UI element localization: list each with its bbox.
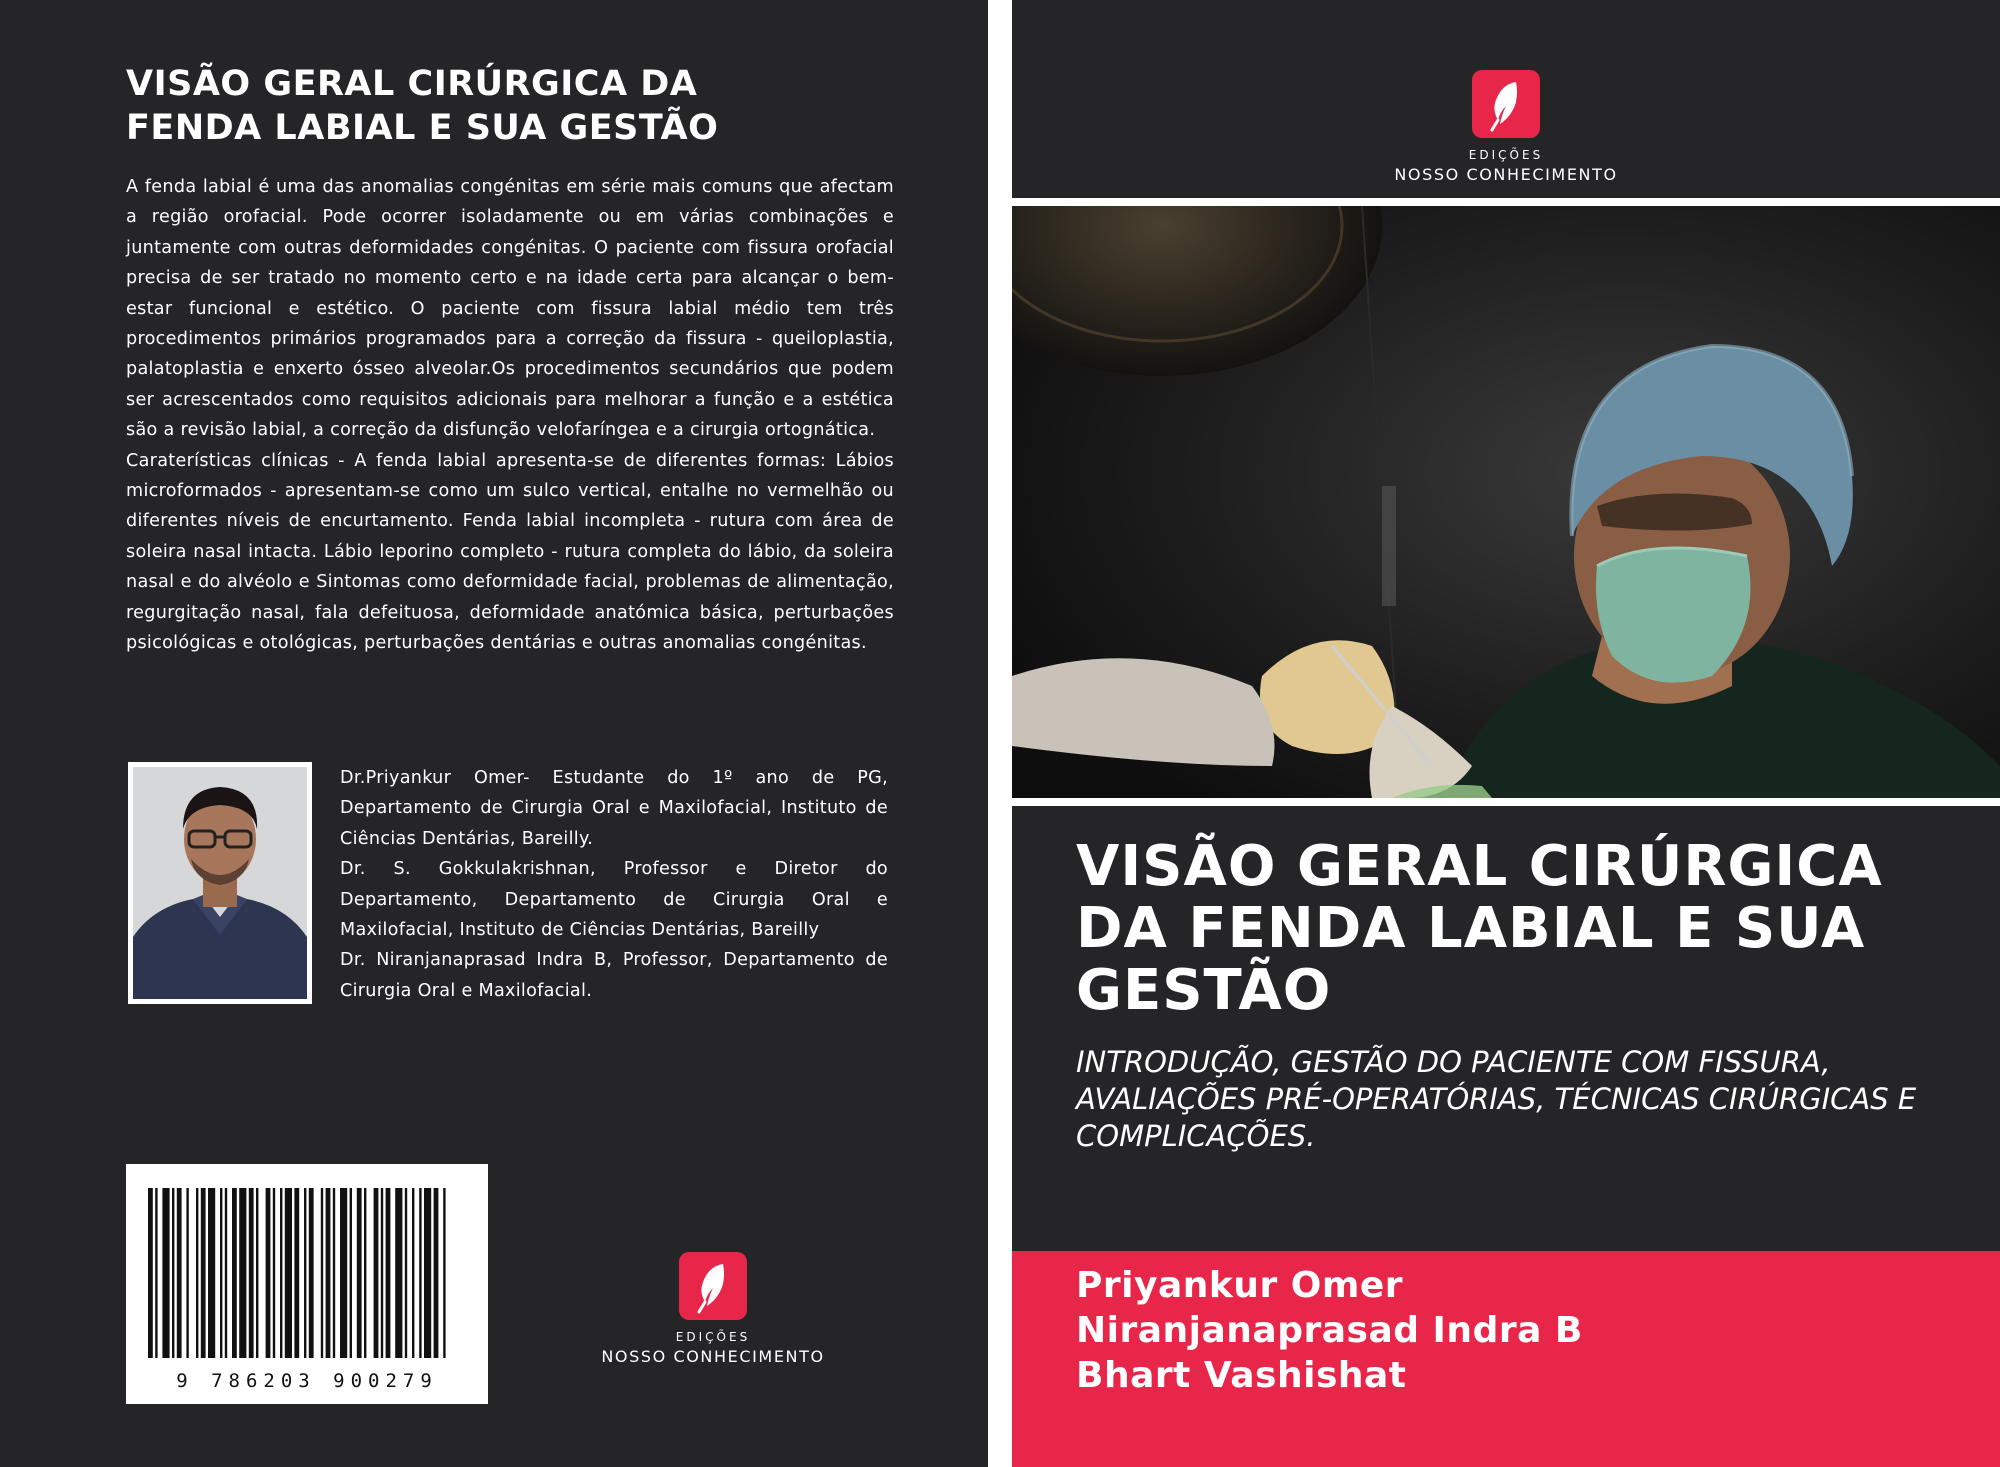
- barcode-bar: [177, 1188, 182, 1358]
- barcode-bar: [201, 1188, 206, 1358]
- barcode-bar: [434, 1188, 439, 1358]
- barcode-bar: [424, 1188, 431, 1358]
- barcode-bar: [381, 1188, 383, 1358]
- author-bio: [340, 763, 888, 1006]
- barcode-bar: [208, 1188, 215, 1358]
- bio-entry: Dr. S. Gokkulakrishnan, Professor e Diretor do Departamento, Departamento de Cirurgia Oral e Maxilofacial, Instituto de Ciências Dentárias, Bareilly: [340, 859, 888, 941]
- barcode-bar: [249, 1188, 254, 1358]
- barcode-bar: [412, 1188, 414, 1358]
- barcode-bar: [386, 1188, 391, 1358]
- authors-band: [1012, 1251, 2000, 1467]
- barcode-bar: [172, 1188, 174, 1358]
- back-publisher-logo: [588, 1252, 838, 1366]
- back-cover-description: [126, 172, 894, 659]
- isbn-barcode: [126, 1164, 488, 1404]
- publisher-name: NOSSO CONHECIMENTO: [601, 1347, 825, 1366]
- isbn-number: 9 786203 900279: [176, 1370, 438, 1392]
- barcode-bar: [285, 1188, 292, 1358]
- author-name: Niranjanaprasad Indra B: [1076, 1310, 1583, 1351]
- publisher-label-small: EDIÇÕES: [675, 1330, 751, 1344]
- barcode-bar: [273, 1188, 275, 1358]
- barcode-bar: [350, 1188, 352, 1358]
- description-paragraph: Caraterísticas clínicas - A fenda labial apresenta-se de diferentes formas: Lábios microformados - apresentam-se como um sulco vertical, entalhe no vermelhão ou diferentes níveis de encurtamento. Fenda labial incompleta - rutura com área de soleira nasal intacta. Lábio leporino completo - rutura completa do lábio, da soleira nasal e do alvéolo e Sintomas como deformidade facial, problemas de alimentação, regurgitação nasal, fala defeituosa, deformidade anatómica básica, perturbações psicológicas e otológicas, perturbações dentárias e outras anomalias congénitas.: [126, 450, 894, 654]
- barcode-bar: [256, 1188, 258, 1358]
- barcode-bar: [321, 1188, 323, 1358]
- publisher-name: NOSSO CONHECIMENTO: [1394, 165, 1618, 184]
- back-cover: [0, 0, 988, 1467]
- feather-quill-icon: [1472, 70, 1540, 138]
- author-photo: [128, 762, 312, 1004]
- barcode-bar: [304, 1188, 306, 1358]
- barcode-bar: [443, 1188, 445, 1358]
- front-title-band: [1012, 806, 2000, 1251]
- barcode-bar: [326, 1188, 331, 1358]
- barcode-bar: [374, 1188, 379, 1358]
- back-cover-title: VISÃO GERAL CIRÚRGICA DA FENDA LABIAL E SUA GESTÃO: [126, 64, 719, 148]
- barcode-bar: [220, 1188, 222, 1358]
- barcode-bars: [126, 1164, 488, 1404]
- barcode-bar: [419, 1188, 421, 1358]
- feather-quill-icon: [679, 1252, 747, 1320]
- barcode-bar: [357, 1188, 362, 1358]
- barcode-bar: [239, 1188, 246, 1358]
- front-header-band: [1012, 0, 2000, 198]
- barcode-bar: [294, 1188, 299, 1358]
- author-name: Priyankur Omer: [1076, 1265, 1404, 1306]
- barcode-bar: [340, 1188, 347, 1358]
- book-title: VISÃO GERAL CIRÚRGICA DA FENDA LABIAL E SUA GESTÃO: [1076, 834, 1883, 1023]
- front-cover: [1012, 0, 2000, 1467]
- barcode-bar: [309, 1188, 314, 1358]
- barcode-bar: [280, 1188, 282, 1358]
- front-publisher-logo: [1381, 70, 1631, 184]
- surgeon-photo: [1012, 206, 2000, 798]
- author-name: Bhart Vashishat: [1076, 1355, 1407, 1396]
- bio-entry: Dr.Priyankur Omer- Estudante do 1º ano de PG, Departamento de Cirurgia Oral e Maxilofacial, Instituto de Ciências Dentárias, Bareilly.: [340, 768, 888, 849]
- barcode-bar: [364, 1188, 366, 1358]
- barcode-bar: [225, 1188, 227, 1358]
- barcode-bar: [333, 1188, 335, 1358]
- description-paragraph: A fenda labial é uma das anomalias congénitas em série mais comuns que afectam a região orofacial. Pode ocorrer isoladamente ou em várias combinações e juntamente com outras deformidades congénitas. O paciente com fissura orofacial precisa de ser tratado no momento certo e na idade certa para alcançar o bem-estar funcional e estético. O paciente com fissura labial médio tem três procedimentos primários programados para a correção da fissura - queiloplastia, palatoplastia e enxerto ósseo alveolar.Os procedimentos secundários que podem ser acrescentados como requisitos adicionais para melhorar a função e a estética são a revisão labial, a correção da disfunção velofaríngea e a cirurgia ortognática.: [126, 177, 894, 441]
- barcode-bar: [196, 1188, 198, 1358]
- author-list: [1076, 1263, 1976, 1398]
- barcode-bar: [232, 1188, 237, 1358]
- spine-divider: [988, 0, 1012, 1467]
- bio-entry: Dr. Niranjanaprasad Indra B, Professor, Departamento de Cirurgia Oral e Maxilofacial.: [340, 950, 888, 1001]
- barcode-bar: [186, 1188, 188, 1358]
- barcode-bar: [405, 1188, 407, 1358]
- publisher-label-small: EDIÇÕES: [1468, 148, 1544, 162]
- barcode-bar: [148, 1188, 153, 1358]
- barcode-bar: [266, 1188, 271, 1358]
- barcode-bar: [162, 1188, 169, 1358]
- barcode-bar: [155, 1188, 157, 1358]
- book-subtitle: INTRODUÇÃO, GESTÃO DO PACIENTE COM FISSURA, AVALIAÇÕES PRÉ-OPERATÓRIAS, TÉCNICAS CIRÚRGICAS E COMPLICAÇÕES.: [1076, 1045, 1917, 1153]
- barcode-bar: [395, 1188, 402, 1358]
